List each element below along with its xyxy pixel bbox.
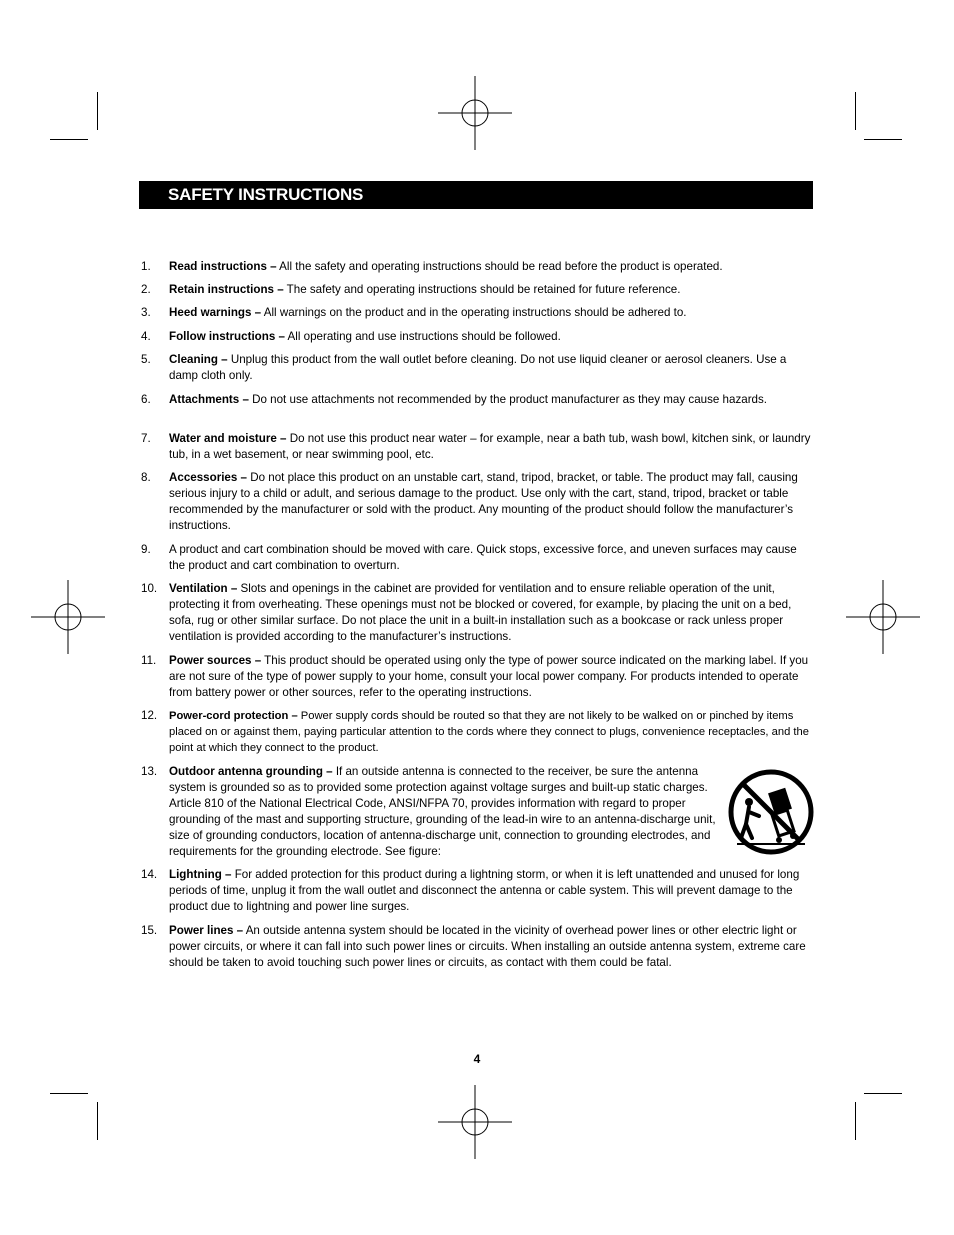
- instruction-item: [141, 282, 813, 298]
- crop-mark: [864, 1093, 902, 1094]
- item-text: This product should be operated using only the type of power source indicated on the marking label. If you are not sure of the type of power supply to your home, consult your local power company. For products intended to operate from battery power or other sources, refer to the operating instructions.: [169, 654, 809, 699]
- item-title: Attachments –: [169, 393, 249, 406]
- registration-mark-icon: [438, 76, 512, 150]
- item-text: A product and cart combination should be moved with care. Quick stops, excessive force, and uneven surfaces may cause the product and cart combination to overturn.: [169, 543, 797, 572]
- item-title: Read instructions –: [169, 260, 277, 273]
- section-title: SAFETY INSTRUCTIONS: [168, 185, 364, 204]
- crop-mark: [97, 92, 98, 130]
- crop-mark: [50, 1093, 88, 1094]
- item-text: Slots and openings in the cabinet are provided for ventilation and to ensure reliable operation of the unit, protecting it from overheating. These openings must not be blocked or covered, for example, by placing the unit on a bed, sofa, rug or other similar surface. Do not place the unit in a built-in installation such as a bookcase or rack unless proper ventilation is provided according to the manufacturer’s instructions.: [169, 582, 792, 643]
- item-number: 14.: [141, 868, 158, 881]
- item-text: Unplug this product from the wall outlet before cleaning. Do not use liquid cleaner or aerosol cleaners. Use a damp cloth only.: [169, 353, 787, 382]
- instruction-item: [141, 581, 813, 645]
- item-title: Accessories –: [169, 471, 247, 484]
- crop-mark: [50, 139, 88, 140]
- item-number: 4.: [141, 330, 151, 343]
- instruction-item: [141, 392, 813, 408]
- item-title: Water and moisture –: [169, 432, 287, 445]
- item-number: 13.: [141, 765, 158, 778]
- item-number: 3.: [141, 306, 151, 319]
- item-number: 11.: [141, 654, 157, 667]
- item-number: 6.: [141, 393, 151, 406]
- page-number: 4: [473, 1052, 481, 1066]
- item-title: Heed warnings –: [169, 306, 262, 319]
- item-number: 15.: [141, 924, 158, 937]
- instruction-item: [141, 259, 813, 275]
- item-text: The safety and operating instructions should be retained for future reference.: [283, 283, 681, 296]
- item-number: 1.: [141, 260, 151, 273]
- item-title: Power sources –: [169, 654, 262, 667]
- instruction-item: [141, 923, 813, 971]
- instruction-item: [141, 653, 813, 701]
- item-number: 7.: [141, 432, 151, 445]
- item-text: Do not use this product near water – for example, near a bath tub, wash bowl, kitchen sink, or laundry tub, in a wet basement, or near swimming pool, etc.: [169, 432, 811, 461]
- item-number: 5.: [141, 353, 151, 366]
- crop-mark: [97, 1102, 98, 1140]
- item-title: Lightning –: [169, 868, 232, 881]
- crop-mark: [855, 1102, 856, 1140]
- section-header-bar: [139, 181, 813, 209]
- item-text: If an outside antenna is connected to the receiver, be sure the antenna system is grounded so as to provided some protection against voltage surges and built-up static charges. Article 810 of the National Electrical Code, ANSI/NFPA 70, provides information with regard to proper grounding of the mast and supporting structure, grounding of the lead-in wire to an antenna-discharge unit, size of grounding conductors, location of antenna-discharge unit, connection to grounding electrodes, and requirements for the grounding electrode. See figure:: [169, 765, 716, 858]
- cart-tip-over-warning-icon: [727, 768, 815, 858]
- item-title: Cleaning –: [169, 353, 228, 366]
- item-title: Follow instructions –: [169, 330, 285, 343]
- instruction-item: [141, 708, 813, 756]
- instruction-item: [141, 305, 813, 321]
- item-text: An outside antenna system should be located in the vicinity of overhead power lines or other electric light or power circuits, or where it can fall into such power lines or circuits. When installing an outside antenna system, extreme care should be taken to avoid touching such power lines or circuits, as contact with them could be fatal.: [169, 924, 806, 969]
- item-text: Do not place this product on an unstable cart, stand, tripod, bracket, or table. The product may fall, causing serious injury to a child or adult, and serious damage to the product. Use only with the cart, stand, tripod, bracket or table recommended by the manufacturer or sold with the product. Any mounting of the product should follow the manufacturer’s instructions.: [169, 471, 798, 532]
- item-text: All warnings on the product and in the operating instructions should be adhered to.: [261, 306, 687, 319]
- item-text: All operating and use instructions should be followed.: [284, 330, 561, 343]
- registration-mark-icon: [438, 1085, 512, 1159]
- item-title: Power lines –: [169, 924, 244, 937]
- item-text: For added protection for this product during a lightning storm, or when it is left unattended and unused for long periods of time, unplug it from the wall outlet and disconnect the antenna or cable system. This will prevent damage to the product due to lightning and power line surges.: [169, 868, 800, 913]
- instruction-item: [141, 470, 813, 534]
- item-title: Ventilation –: [169, 582, 238, 595]
- item-number: 10.: [141, 582, 158, 595]
- instruction-item: [141, 867, 813, 915]
- crop-mark: [855, 92, 856, 130]
- item-text: Power supply cords should be routed so that they are not likely to be walked on or pinched by items placed on or against them, paying particular attention to the cords where they connect to plugs, convenience receptacles, and the point at which they connect to the product.: [169, 710, 809, 754]
- registration-mark-icon: [31, 580, 105, 654]
- instruction-item: [141, 431, 813, 463]
- item-title: Outdoor antenna grounding –: [169, 765, 333, 778]
- crop-mark: [864, 139, 902, 140]
- instruction-item: [141, 764, 813, 860]
- item-number: 2.: [141, 283, 151, 296]
- registration-mark-icon: [846, 580, 920, 654]
- item-title: Retain instructions –: [169, 283, 284, 296]
- item-title: Power-cord protection –: [169, 710, 298, 722]
- instruction-item: [141, 329, 813, 345]
- instruction-item: [141, 542, 813, 574]
- instruction-item: [141, 352, 813, 384]
- item-number: 8.: [141, 471, 151, 484]
- item-text: Do not use attachments not recommended by the product manufacturer as they may cause hazards.: [248, 393, 768, 406]
- item-number: 12.: [141, 709, 158, 722]
- item-number: 9.: [141, 543, 151, 556]
- item-text: All the safety and operating instructions should be read before the product is operated.: [276, 260, 723, 273]
